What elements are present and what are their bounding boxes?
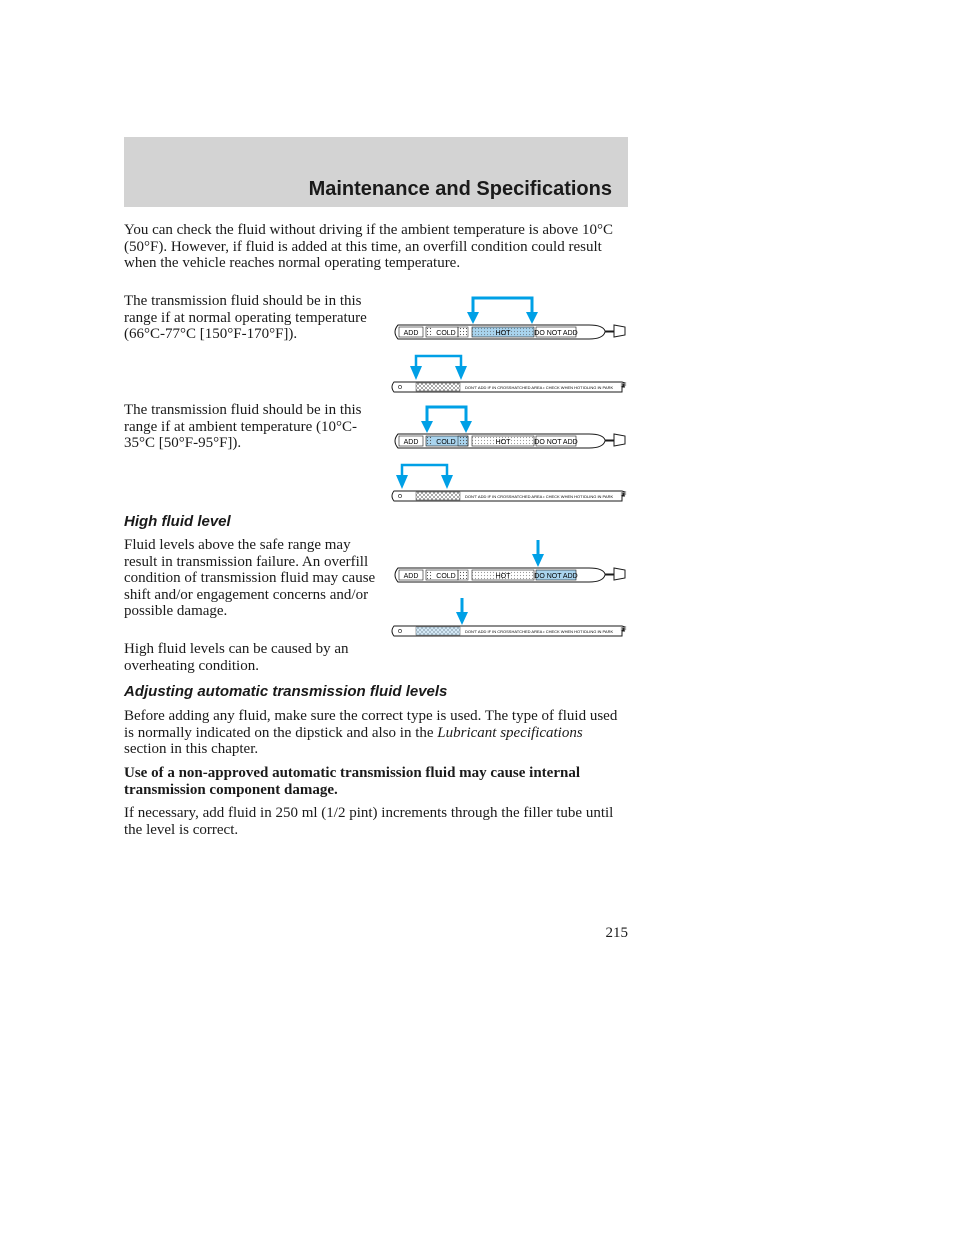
label-do-not-add: DO NOT ADD — [534, 573, 578, 580]
dipstick-figure-high — [384, 538, 630, 644]
dipstick-figure-cold — [384, 403, 630, 509]
high-fluid-paragraph-2: High fluid levels can be caused by an overheating condition. — [124, 641, 349, 674]
label-caution: DON'T ADD IF IN CROSSHATCHED AREA • CHECK WHEN HOT — [465, 629, 583, 634]
warning-paragraph: Use of a non-approved automatic transmission fluid may cause internal transmission component damage. — [124, 765, 580, 798]
normal-temp-paragraph: The transmission fluid should be in this range if at normal operating temperature (66°C-77°C [150°F-170°F]). — [124, 293, 367, 342]
dipstick-upper — [395, 434, 625, 448]
range-arrow-lower — [410, 356, 467, 380]
label-cold: COLD — [436, 330, 456, 337]
page-title: Maintenance and Specifications — [308, 178, 612, 200]
label-hot: HOT — [495, 439, 511, 446]
intro-paragraph: You can check the fluid without driving if the ambient temperature is above 10°C (50°F). However, if fluid is added at this time, an overfill condition could result when the vehicle reaches normal operating temperature. — [124, 222, 613, 271]
range-arrow-lower — [396, 465, 453, 489]
dipstick-figure-hot — [384, 294, 630, 400]
label-idling: IDLING IN PARK — [583, 494, 614, 499]
label-add: ADD — [403, 330, 419, 337]
page-number: 215 — [605, 925, 628, 941]
label-caution: DON'T ADD IF IN CROSSHATCHED AREA • CHECK WHEN HOT — [465, 494, 583, 499]
dipstick-lower — [392, 491, 625, 501]
dipstick-upper — [395, 568, 625, 582]
label-hot: HOT — [495, 573, 511, 580]
label-cold: COLD — [436, 573, 456, 580]
high-fluid-paragraph-1: Fluid levels above the safe range may result in transmission failure. An overfill condition of transmission fluid may cause shift and/or engagement concerns and/or possible damage. — [124, 537, 376, 619]
label-caution: DON'T ADD IF IN CROSSHATCHED AREA • CHECK WHEN HOT — [465, 385, 583, 390]
label-do-not-add: DO NOT ADD — [534, 330, 578, 337]
high-fluid-heading: High fluid level — [124, 513, 231, 530]
dipstick-lower — [392, 626, 625, 636]
label-idling: IDLING IN PARK — [583, 629, 614, 634]
adjusting-heading: Adjusting automatic transmission fluid levels — [124, 683, 448, 700]
adjust-text-1a: Before adding any fluid, make sure the correct type is used. The type of fluid used is normally indicated on the dipstick and also in the — [124, 708, 618, 741]
adjust-paragraph-1 — [124, 708, 624, 758]
level-arrow-upper — [532, 540, 544, 567]
header-band — [124, 137, 628, 207]
label-hot: HOT — [495, 330, 511, 337]
label-do-not-add: DO NOT ADD — [534, 439, 578, 446]
label-add: ADD — [403, 439, 419, 446]
range-arrow-upper — [467, 298, 538, 324]
label-idling: IDLING IN PARK — [583, 385, 614, 390]
label-add: ADD — [403, 573, 419, 580]
ambient-temp-paragraph: The transmission fluid should be in this range if at ambient temperature (10°C-35°C [50°F-95°F]). — [124, 402, 362, 451]
label-cold: COLD — [436, 439, 456, 446]
dipstick-upper — [395, 325, 625, 339]
level-arrow-lower — [456, 598, 468, 625]
lubricant-spec-reference: Lubricant specifications — [437, 724, 583, 741]
adjust-text-1b: section in this chapter. — [124, 741, 259, 757]
range-arrow-upper — [421, 407, 472, 433]
dipstick-lower — [392, 382, 625, 392]
adjust-paragraph-2: If necessary, add fluid in 250 ml (1/2 pint) increments through the filler tube until the level is correct. — [124, 805, 614, 838]
